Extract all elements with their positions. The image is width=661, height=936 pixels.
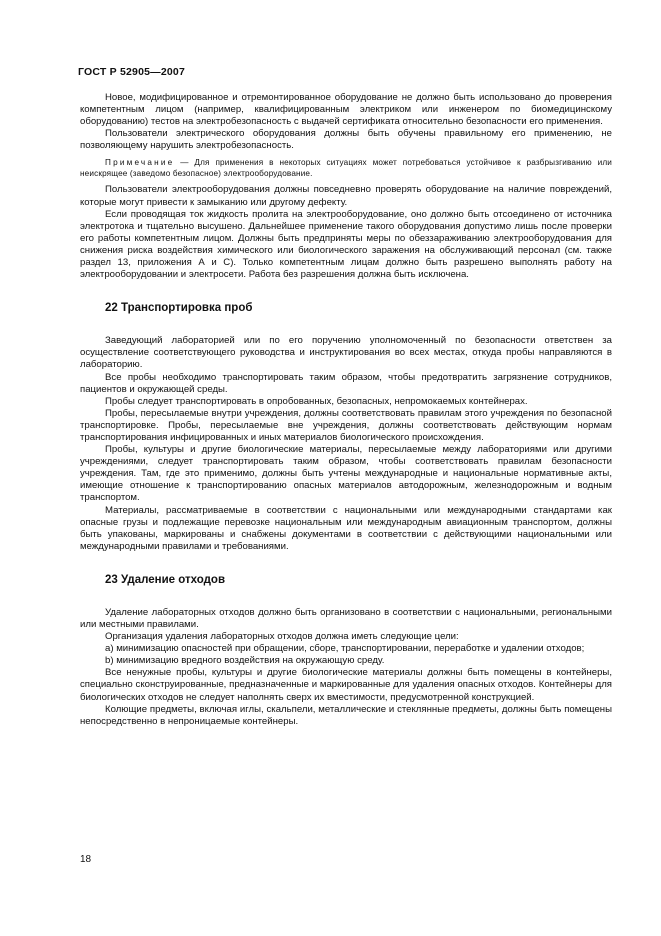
paragraph: Все ненужные пробы, культуры и другие биологические материалы должны быть помещены в контейнеры, специально сконструированные, предназначенные и маркированные для удаления опасных отходов. Контейнеры для биологических отходов не следует наполнять сверх их вместимости, предусмотренной конструкцией. [80, 667, 612, 703]
paragraph: Новое, модифицированное и отремонтированное оборудование не должно быть использовано до проверения компетентным лицом (например, квалифицированным электриком или инженером по биомедицинскому оборудованию) тестов на электробезопасность с выдачей сертификата относительно безопасности его применения. [80, 92, 612, 128]
note-label: Примечание [105, 158, 175, 168]
paragraph: Если проводящая ток жидкость пролита на электрооборудование, оно должно быть отсоединено от источника электротока и тщательно высушено. Дальнейшее применение такого оборудования допустимо лишь после проверки его работы компетентным лицом. Должны быть предприняты меры по обеззараживанию электрооборудования для снижения риска воздействия химического или биологического заражения на обслуживающий персонал (см. также раздел 13, приложения А и С). Только компетентным лицам должно быть разрешено выполнять работу на электрооборудовании и электросети. Работа без разрешения должна быть исключена. [80, 208, 612, 281]
section-heading: 22 Транспортировка проб [105, 302, 253, 315]
paragraph: Пробы следует транспортировать в опробованных, безопасных, непромокаемых контейнерах. [105, 395, 528, 407]
list-item: b) минимизацию вредного воздействия на окружающую среду. [105, 655, 385, 667]
document-header: ГОСТ Р 52905—2007 [78, 66, 186, 78]
paragraph: Пользователи электрического оборудования должны быть обучены правильному его применению, не позволяющему нарушить электробезопасность. [80, 128, 612, 152]
paragraph: Материалы, рассматриваемые в соответствии с национальными или международными стандартами как опасные грузы и подлежащие перевозке национальным или международным авиационным транспортом, должны быть упакованы, маркированы и снабжены документами в соответствии с действующими национальными или международными правилами и требованиями. [80, 504, 612, 552]
paragraph: Колющие предметы, включая иглы, скальпели, металлические и стеклянные предметы, должны быть помещены непосредственно в непроницаемые контейнеры. [80, 703, 612, 727]
page-number: 18 [80, 854, 92, 865]
page-content [80, 92, 612, 728]
paragraph: Все пробы необходимо транспортировать таким образом, чтобы предотвратить загрязнение сотрудников, пациентов и окружающей среды. [80, 371, 612, 395]
note-text: — Для применения в некоторых ситуациях может потребоваться устойчивое к разбрызгиванию или неискрящее (заведомо безопасное) электрооборудование. [80, 158, 612, 179]
paragraph: Пользователи электрооборудования должны повседневно проверять оборудование на наличие повреждений, которые могут привести к замыканию или другому дефекту. [80, 184, 612, 208]
paragraph: Заведующий лабораторией или по его поручению уполномоченный по безопасности ответствен за осуществление соответствующего руководства и инструктирования во всех местах, откуда пробы направляются в лабораторию. [80, 335, 612, 371]
paragraph: Удаление лабораторных отходов должно быть организовано в соответствии с национальными, региональными или местными правилами. [80, 606, 612, 630]
note [80, 157, 612, 179]
paragraph: Пробы, культуры и другие биологические материалы, пересылаемые между лабораториями или другими учреждениями, следует транспортировать таким образом, чтобы соответствовать правилам безопасности учреждения. Там, где это применимо, должны быть учтены международные и национальные нормативные акты, имеющие отношение к транспортированию опасных материалов автодорожным, железнодорожным и водным транспортом. [80, 444, 612, 504]
paragraph: Организация удаления лабораторных отходов должна иметь следующие цели: [105, 631, 459, 643]
list-item: а) минимизацию опасностей при обращении, сборе, транспортировании, переработке и удалении отходов; [105, 643, 585, 655]
section-heading: 23 Удаление отходов [105, 573, 226, 586]
paragraph: Пробы, пересылаемые внутри учреждения, должны соответствовать правилам этого учреждения по безопасной транспортировке. Пробы, пересылаемые вне учреждения, должны соответствовать действующим нормам транспортирования инфицированных и иных материалов биологического происхождения. [80, 407, 612, 443]
